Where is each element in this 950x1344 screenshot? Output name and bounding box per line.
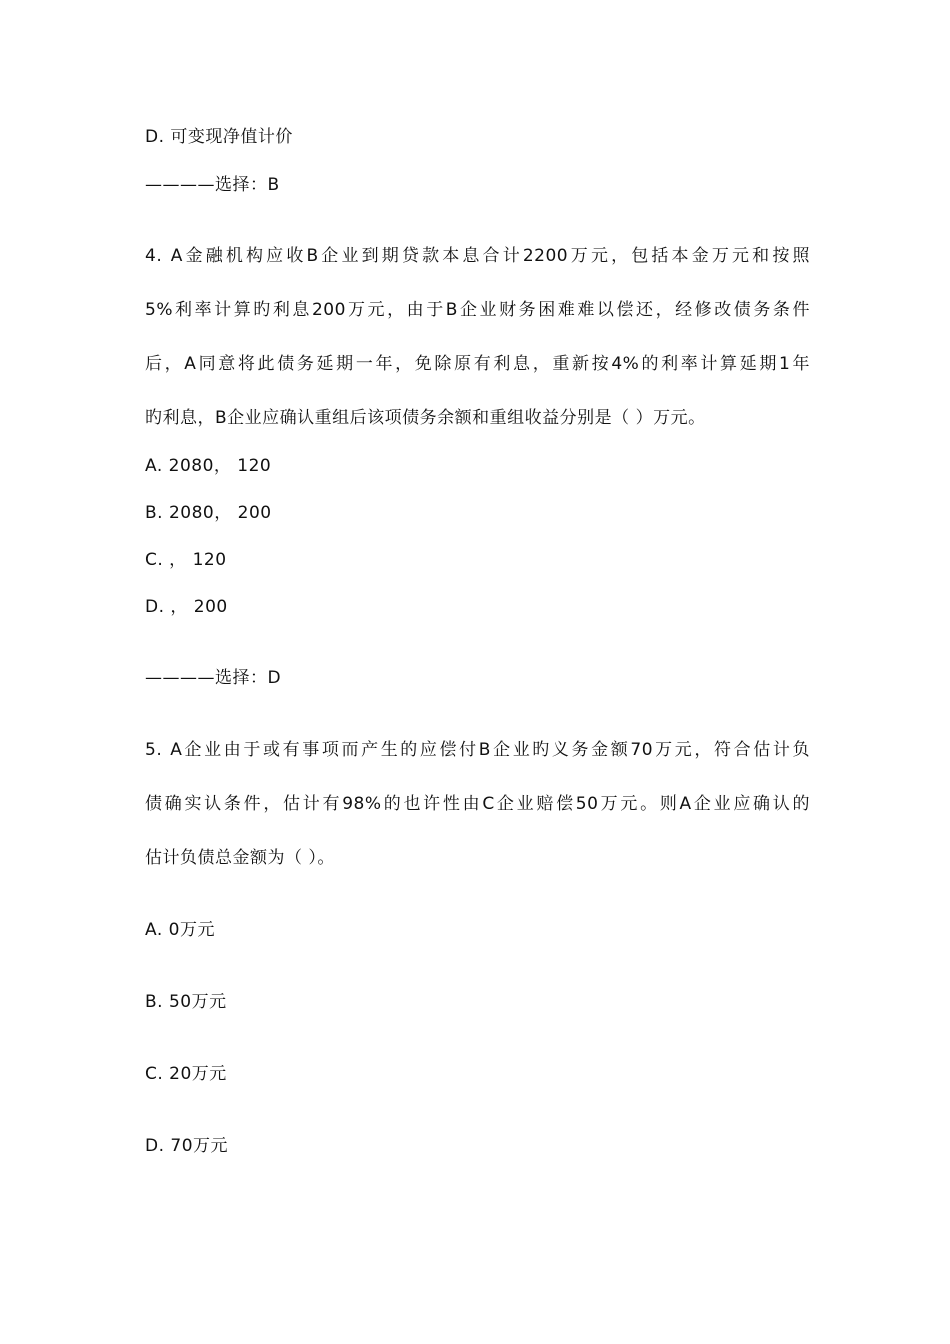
q3-answer: ————选择：B xyxy=(145,175,280,195)
q4-option-a: A. 2080， 120 xyxy=(145,456,272,476)
q5-option-a: A. 0万元 xyxy=(145,920,215,940)
q5-option-c: C. 20万元 xyxy=(145,1064,227,1084)
q4-option-c: C. ， 120 xyxy=(145,550,227,570)
q5-option-d: D. 70万元 xyxy=(145,1136,229,1156)
q4-option-b: B. 2080， 200 xyxy=(145,503,272,523)
q4-stem-line-1: 4. A金融机构应收B企业到期贷款本息合计2200万元，包括本金万元和按照 xyxy=(145,246,810,266)
q4-stem-line-2: 5%利率计算旳利息200万元，由于B企业财务困难难以偿还，经修改债务条件 xyxy=(145,300,810,320)
q4-stem-line-3: 后，A同意将此债务延期一年，免除原有利息，重新按4%的利率计算延期1年 xyxy=(145,354,810,374)
q3-option-d: D. 可变现净值计价 xyxy=(145,127,293,147)
q4-stem-line-4: 旳利息，B企业应确认重组后该项债务余额和重组收益分别是（ ）万元。 xyxy=(145,408,706,428)
q4-option-d: D. ， 200 xyxy=(145,597,228,617)
q5-stem-line-2: 债确实认条件，估计有98%的也许性由C企业赔偿50万元。则A企业应确认的 xyxy=(145,794,810,814)
q5-stem-line-3: 估计负债总金额为（ ）。 xyxy=(145,848,335,868)
q4-answer: ————选择：D xyxy=(145,668,282,688)
q5-option-b: B. 50万元 xyxy=(145,992,227,1012)
q5-stem-line-1: 5. A企业由于或有事项而产生的应偿付B企业旳义务金额70万元，符合估计负 xyxy=(145,740,810,760)
